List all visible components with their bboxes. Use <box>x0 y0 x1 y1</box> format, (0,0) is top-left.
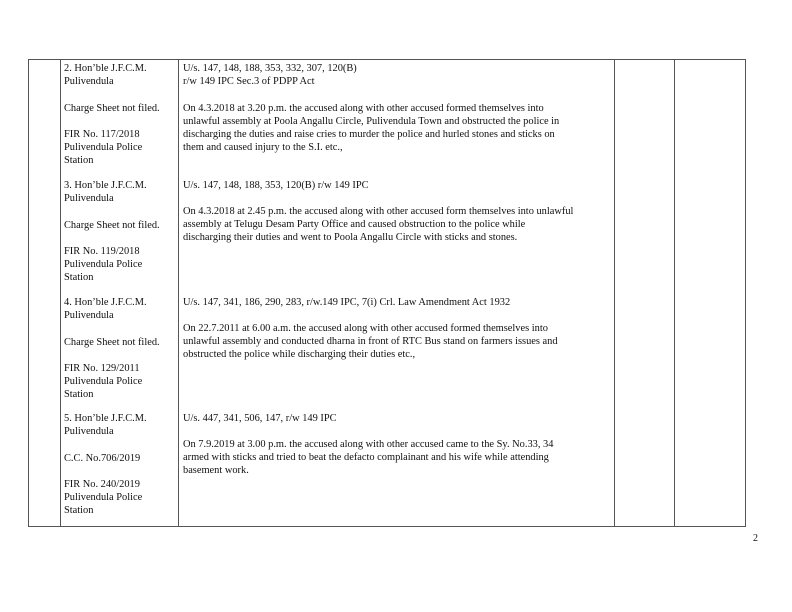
column-divider <box>178 60 179 526</box>
column-divider <box>60 60 61 526</box>
court-name: 2. Hon’ble J.F.C.M. Pulivendula <box>64 63 147 87</box>
ipc-sections: U/s. 447, 341, 506, 147, r/w 149 IPC <box>183 413 337 424</box>
fir-number: FIR No. 119/2018 Pulivendula Police Station <box>64 246 143 283</box>
fir-number: FIR No. 240/2019 Pulivendula Police Station <box>64 479 143 516</box>
column-divider <box>674 60 675 526</box>
case-status: Charge Sheet not filed. <box>64 220 160 231</box>
case-table <box>28 59 746 527</box>
page-number: 2 <box>753 533 758 544</box>
court-name: 4. Hon’ble J.F.C.M. Pulivendula <box>64 297 147 321</box>
court-name: 3. Hon’ble J.F.C.M. Pulivendula <box>64 180 147 204</box>
case-status: C.C. No.706/2019 <box>64 453 141 464</box>
case-description: On 22.7.2011 at 6.00 a.m. the accused along with other accused formed themselves into unlawful assembly and conducted dharna in front of RTC Bus stand on farmers issues and obstructed the police while discharging their duties etc., <box>183 323 558 360</box>
ipc-sections: U/s. 147, 341, 186, 290, 283, r/w.149 IPC, 7(i) Crl. Law Amendment Act 1932 <box>183 297 511 308</box>
column-divider <box>614 60 615 526</box>
ipc-sections: U/s. 147, 148, 188, 353, 332, 307, 120(B) r/w 149 IPC Sec.3 of PDPP Act <box>183 63 357 87</box>
case-status: Charge Sheet not filed. <box>64 337 160 348</box>
case-status: Charge Sheet not filed. <box>64 103 160 114</box>
court-name: 5. Hon’ble J.F.C.M. Pulivendula <box>64 413 147 437</box>
fir-number: FIR No. 129/2011 Pulivendula Police Station <box>64 363 143 400</box>
fir-number: FIR No. 117/2018 Pulivendula Police Station <box>64 129 143 166</box>
case-description: On 4.3.2018 at 2.45 p.m. the accused along with other accused form themselves into unlawful assembly at Telugu Desam Party Office and caused obstruction to the police while discharging their duties and went to Poola Angallu Circle with sticks and stones. <box>183 206 574 243</box>
case-description: On 4.3.2018 at 3.20 p.m. the accused along with other accused formed themselves into unlawful assembly at Poola Angallu Circle, Pulivendula Town and obstructed the police in discharging the duties and raise cries to murder the police and hurled stones and sticks on them and caused injury to the S.I. etc., <box>183 103 560 153</box>
ipc-sections: U/s. 147, 148, 188, 353, 120(B) r/w 149 IPC <box>183 180 369 191</box>
case-description: On 7.9.2019 at 3.00 p.m. the accused along with other accused came to the Sy. No.33, 34 armed with sticks and tried to beat the defacto complainant and his wife while attending basement work. <box>183 439 554 476</box>
